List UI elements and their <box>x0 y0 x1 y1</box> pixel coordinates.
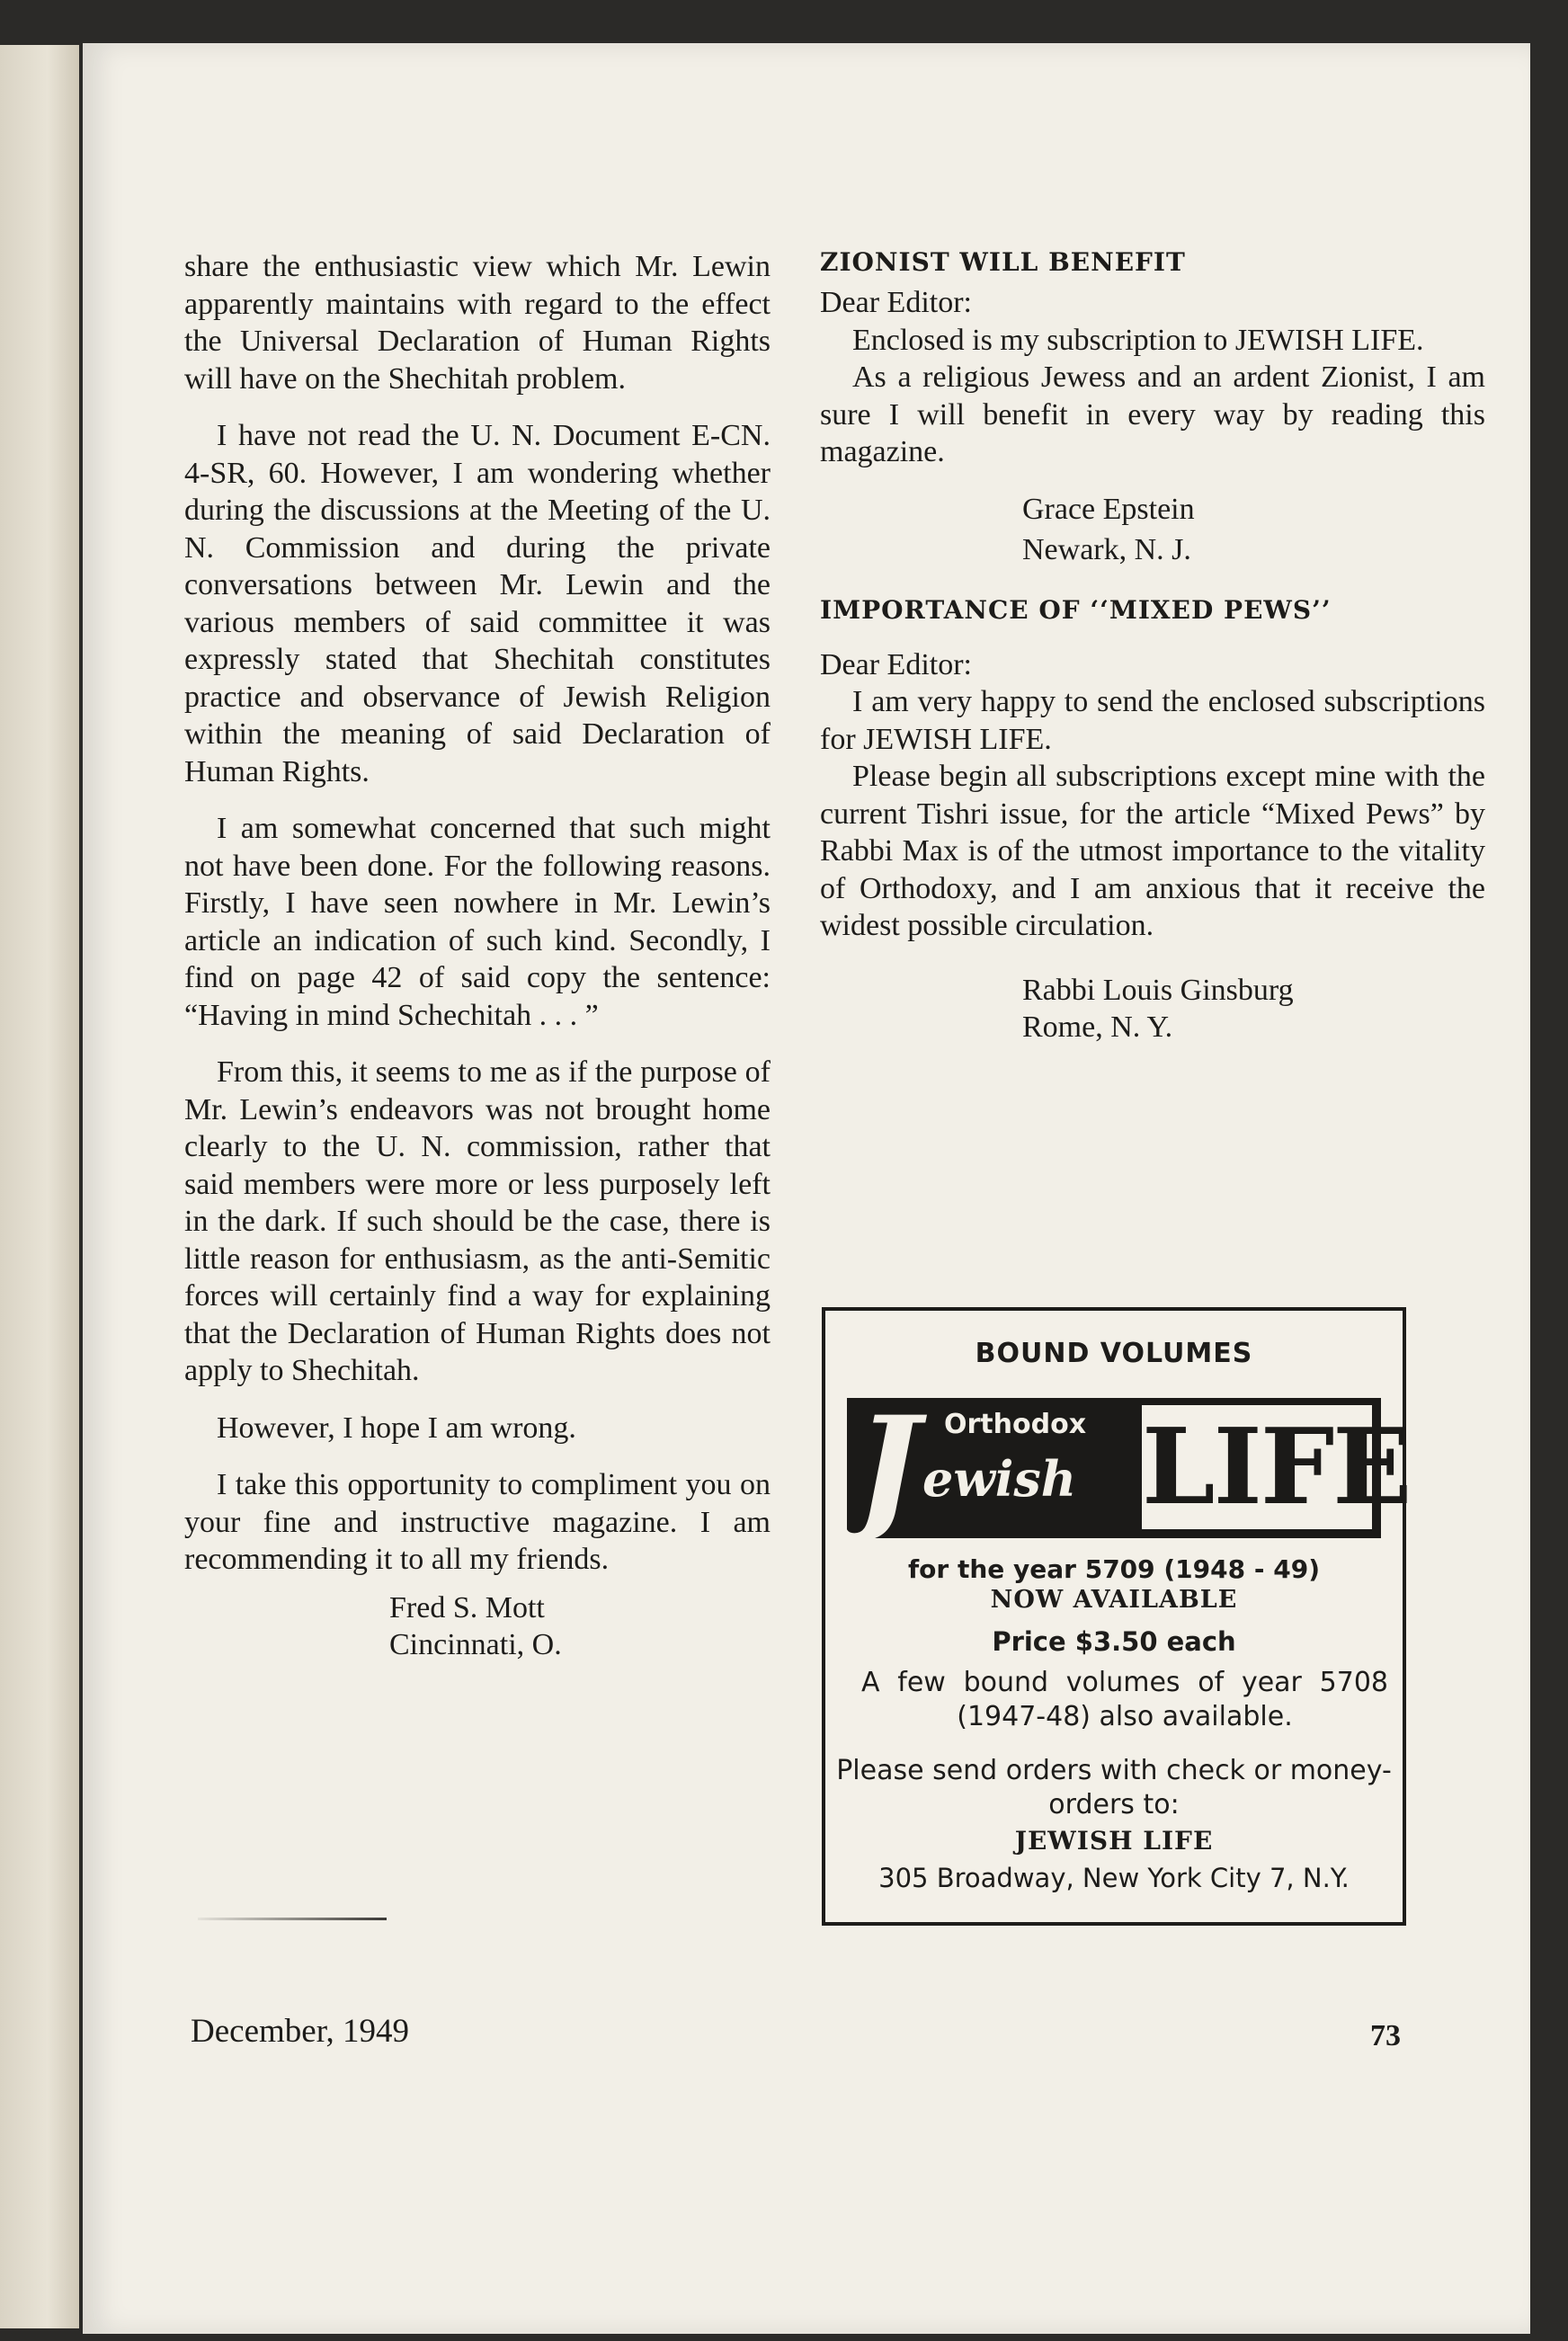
letter-paragraph: I have not read the U. N. Document E-CN. 4-SR, 60. However, I am wondering whether during the discussions at the Meeting of the U. N. Commission and during the private conversations between Mr. Lewin and the various members of said committee it was expressly stated that Shechitah constitutes practice and observance of Jewish Religion within the meaning of said Declaration of Human Rights. <box>184 419 771 788</box>
letter-paragraph: Enclosed is my subscription to JEWISH LIFE. <box>852 323 1424 357</box>
ad-publication-name: JEWISH LIFE <box>1014 1826 1214 1856</box>
letter-paragraph: share the enthusiastic view which Mr. Lewin apparently maintains with regard to the effect the Universal Declaration of Human Rights will have on the Shechitah problem. <box>184 250 771 396</box>
bound-volumes-ad <box>822 1307 1411 1926</box>
ad-year-line: for the year 5709 (1948 - 49) <box>907 1554 1320 1584</box>
page-number: 73 <box>1370 2019 1401 2052</box>
letter-paragraph: I am somewhat concerned that such might not have been done. For the following reasons. Firstly, I have seen nowhere in Mr. Lewin’s article an indication of such kind. Secondly, I find on page 42 of said copy the sentence: “Having in mind Schechitah . . . ” <box>184 812 771 1032</box>
ad-orders-note: Please send orders with check or money-orders to: <box>836 1755 1392 1820</box>
letter-paragraph: As a religious Jewess and an ardent Zionist, I am sure I will benefit in every way by reading this magazine. <box>820 360 1485 468</box>
ad-title: BOUND VOLUMES <box>975 1338 1253 1369</box>
letter-heading: IMPORTANCE OF ‘‘MIXED PEWS’’ <box>820 594 1332 625</box>
letter-paragraph: From this, it seems to me as if the purpose of Mr. Lewin’s endeavors was not brought home clearly to the U. N. commission, rather that said members were more or less purposely left in the dark. If such should be the case, there is little reason for enthusiasm, as the anti-Semitic forces will certainly find a way for explaining that the Declaration of Human Rights does not apply to Shechitah. <box>184 1055 771 1387</box>
signature-name: Fred S. Mott <box>389 1590 545 1624</box>
salutation: Dear Editor: <box>820 286 972 319</box>
signature-place: Cincinnati, O. <box>389 1628 562 1661</box>
ad-availability: NOW AVAILABLE <box>990 1586 1238 1614</box>
ad-price: Price $3.50 each <box>992 1626 1236 1657</box>
issue-date: December, 1949 <box>191 2013 410 2050</box>
letter-paragraph: I take this opportunity to compliment you on your fine and instructive magazine. I am recommending it to all my friends. <box>184 1468 771 1576</box>
signature-place: Newark, N. J. <box>1022 533 1191 566</box>
signature-name: Grace Epstein <box>1022 492 1195 526</box>
signature-name: Rabbi Louis Ginsburg <box>1022 973 1294 1007</box>
left-column <box>184 248 771 1664</box>
signature-rule <box>198 1918 387 1920</box>
letter-heading: ZIONIST WILL BENEFIT <box>820 247 1186 277</box>
facing-page-edge <box>0 45 79 2328</box>
letter-paragraph: Please begin all subscriptions except mine with the current Tishri issue, for the article “Mixed Pews” by Rabbi Max is of the utmost importance to the vitality of Orthodoxy, and I am anxious that it receive the widest possible circulation. <box>820 760 1485 942</box>
salutation: Dear Editor: <box>820 647 972 681</box>
ad-address: 305 Broadway, New York City 7, N.Y. <box>878 1863 1350 1893</box>
magazine-page <box>83 43 1530 2334</box>
ad-few-volumes: A few bound volumes of year 5708 (1947-48) also available. <box>861 1667 1388 1732</box>
signature-place: Rome, N. Y. <box>1022 1010 1173 1044</box>
jewish-life-logo: J Orthodox ewish LIFE <box>847 1398 1381 1538</box>
letter-paragraph: I am very happy to send the enclosed subscriptions for JEWISH LIFE. <box>820 685 1485 756</box>
right-column <box>820 248 1485 1046</box>
letter-paragraph: However, I hope I am wrong. <box>217 1411 576 1445</box>
